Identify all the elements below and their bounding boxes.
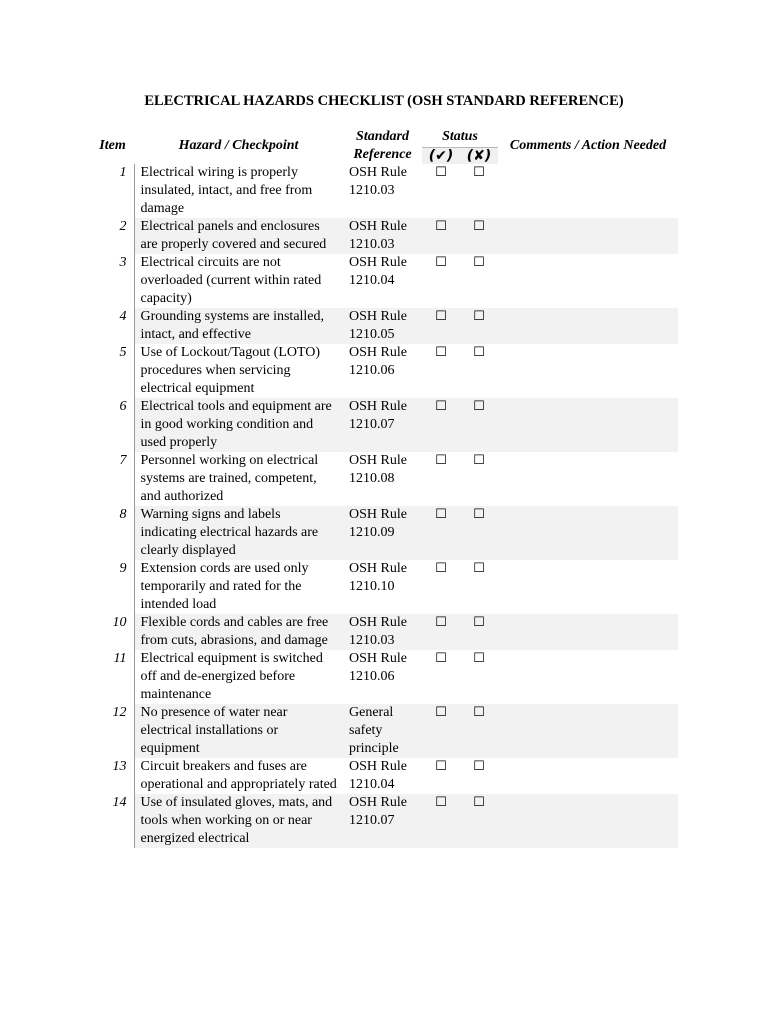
hazard-checkpoint: Electrical equipment is switched off and de-energized before maintenance xyxy=(140,651,323,702)
item-number: 9 xyxy=(91,560,134,614)
comments-cell[interactable] xyxy=(498,614,678,650)
status-check-checkbox[interactable]: ☐ xyxy=(422,506,460,560)
header-comments: Comments / Action Needed xyxy=(509,138,667,153)
comments-cell[interactable] xyxy=(498,254,678,308)
hazard-checkpoint: Electrical wiring is properly insulated, intact, and free from damage xyxy=(140,165,313,216)
status-cross-checkbox[interactable]: ☐ xyxy=(460,614,498,650)
table-row xyxy=(91,254,678,308)
status-cross-checkbox[interactable]: ☐ xyxy=(460,218,498,254)
header-check-symbol: (✔) xyxy=(422,147,460,164)
item-number: 13 xyxy=(91,758,134,794)
standard-reference: General safety principle xyxy=(343,704,422,758)
checklist-rows xyxy=(91,164,678,848)
table-row xyxy=(91,308,678,344)
comments-cell[interactable] xyxy=(498,560,678,614)
checklist-table xyxy=(91,128,678,848)
status-check-checkbox[interactable]: ☐ xyxy=(422,308,460,344)
standard-reference: OSH Rule 1210.06 xyxy=(349,345,407,378)
status-cross-checkbox[interactable]: ☐ xyxy=(473,165,485,180)
table-row xyxy=(91,704,678,758)
hazard-checkpoint: Electrical panels and enclosures are properly covered and secured xyxy=(134,218,343,254)
status-cross-checkbox[interactable]: ☐ xyxy=(460,794,498,848)
status-check-checkbox[interactable]: ☐ xyxy=(422,398,460,452)
table-row xyxy=(91,164,678,218)
hazard-checkpoint: Flexible cords and cables are free from cuts, abrasions, and damage xyxy=(134,614,343,650)
header-status: Status xyxy=(422,128,498,147)
standard-reference: OSH Rule 1210.10 xyxy=(349,561,407,594)
hazard-checkpoint: No presence of water near electrical installations or equipment xyxy=(134,704,343,758)
status-cross-checkbox[interactable]: ☐ xyxy=(473,561,485,576)
hazard-checkpoint: Electrical tools and equipment are in good working condition and used properly xyxy=(134,398,343,452)
hazard-checkpoint: Use of Lockout/Tagout (LOTO) procedures when servicing electrical equipment xyxy=(140,345,321,396)
header-cross-symbol: (✘) xyxy=(460,147,498,164)
hazard-checkpoint: Grounding systems are installed, intact, and effective xyxy=(134,308,343,344)
comments-cell[interactable] xyxy=(498,308,678,344)
status-check-checkbox[interactable]: ☐ xyxy=(435,453,447,468)
status-check-checkbox[interactable]: ☐ xyxy=(422,614,460,650)
hazard-checkpoint: Circuit breakers and fuses are operational and appropriately rated xyxy=(140,759,337,792)
standard-reference: OSH Rule 1210.08 xyxy=(349,453,407,486)
item-number: 12 xyxy=(91,704,134,758)
header-item: Item xyxy=(99,138,126,153)
standard-reference: OSH Rule 1210.04 xyxy=(349,759,407,792)
table-row xyxy=(91,398,678,452)
comments-cell[interactable] xyxy=(498,794,678,848)
hazard-checkpoint: Electrical circuits are not overloaded (current within rated capacity) xyxy=(140,255,322,306)
status-check-checkbox[interactable]: ☐ xyxy=(435,345,447,360)
item-number: 3 xyxy=(91,254,134,308)
comments-cell[interactable] xyxy=(498,506,678,560)
standard-reference: OSH Rule 1210.03 xyxy=(349,165,407,198)
status-cross-checkbox[interactable]: ☐ xyxy=(460,506,498,560)
standard-reference: OSH Rule 1210.03 xyxy=(343,614,422,650)
item-number: 10 xyxy=(91,614,134,650)
hazard-checkpoint: Warning signs and labels indicating electrical hazards are clearly displayed xyxy=(134,506,343,560)
item-number: 1 xyxy=(91,164,134,218)
comments-cell[interactable] xyxy=(498,650,678,704)
table-row xyxy=(91,794,678,848)
comments-cell[interactable] xyxy=(498,164,678,218)
comments-cell[interactable] xyxy=(498,344,678,398)
comments-cell[interactable] xyxy=(498,758,678,794)
comments-cell[interactable] xyxy=(498,218,678,254)
status-cross-checkbox[interactable]: ☐ xyxy=(460,398,498,452)
comments-cell[interactable] xyxy=(498,452,678,506)
status-check-checkbox[interactable]: ☐ xyxy=(435,651,447,666)
status-check-checkbox[interactable]: ☐ xyxy=(435,759,447,774)
document-title: ELECTRICAL HAZARDS CHECKLIST (OSH STANDARD REFERENCE) xyxy=(144,93,624,109)
item-number: 6 xyxy=(91,398,134,452)
standard-reference: OSH Rule 1210.03 xyxy=(343,218,422,254)
hazard-checkpoint: Extension cords are used only temporarily and rated for the intended load xyxy=(140,561,309,612)
status-check-checkbox[interactable]: ☐ xyxy=(422,704,460,758)
header-hazard: Hazard / Checkpoint xyxy=(178,138,299,153)
status-cross-checkbox[interactable]: ☐ xyxy=(473,759,485,774)
table-row xyxy=(91,218,678,254)
status-cross-checkbox[interactable]: ☐ xyxy=(473,345,485,360)
hazard-checkpoint: Use of insulated gloves, mats, and tools when working on or near energized electrical xyxy=(134,794,343,848)
status-cross-checkbox[interactable]: ☐ xyxy=(460,308,498,344)
status-cross-checkbox[interactable]: ☐ xyxy=(473,255,485,270)
table-row xyxy=(91,650,678,704)
status-cross-checkbox[interactable]: ☐ xyxy=(473,651,485,666)
item-number: 2 xyxy=(91,218,134,254)
header-standard-reference: Standard Reference xyxy=(353,129,412,162)
table-row xyxy=(91,506,678,560)
item-number: 14 xyxy=(91,794,134,848)
hazard-checkpoint: Personnel working on electrical systems are trained, competent, and authorized xyxy=(140,453,319,504)
table-row xyxy=(91,560,678,614)
table-row xyxy=(91,344,678,398)
status-check-checkbox[interactable]: ☐ xyxy=(435,561,447,576)
standard-reference: OSH Rule 1210.05 xyxy=(343,308,422,344)
comments-cell[interactable] xyxy=(498,704,678,758)
status-check-checkbox[interactable]: ☐ xyxy=(435,255,447,270)
item-number: 11 xyxy=(91,650,134,704)
status-cross-checkbox[interactable]: ☐ xyxy=(460,704,498,758)
table-row xyxy=(91,758,678,794)
item-number: 5 xyxy=(91,344,134,398)
status-check-checkbox[interactable]: ☐ xyxy=(422,794,460,848)
status-check-checkbox[interactable]: ☐ xyxy=(422,218,460,254)
standard-reference: OSH Rule 1210.07 xyxy=(343,398,422,452)
standard-reference: OSH Rule 1210.04 xyxy=(349,255,407,288)
standard-reference: OSH Rule 1210.07 xyxy=(343,794,422,848)
table-row xyxy=(91,452,678,506)
item-number: 8 xyxy=(91,506,134,560)
status-check-checkbox[interactable]: ☐ xyxy=(435,165,447,180)
table-row xyxy=(91,614,678,650)
status-cross-checkbox[interactable]: ☐ xyxy=(473,453,485,468)
item-number: 4 xyxy=(91,308,134,344)
item-number: 7 xyxy=(91,452,134,506)
comments-cell[interactable] xyxy=(498,398,678,452)
standard-reference: OSH Rule 1210.06 xyxy=(349,651,407,684)
standard-reference: OSH Rule 1210.09 xyxy=(343,506,422,560)
